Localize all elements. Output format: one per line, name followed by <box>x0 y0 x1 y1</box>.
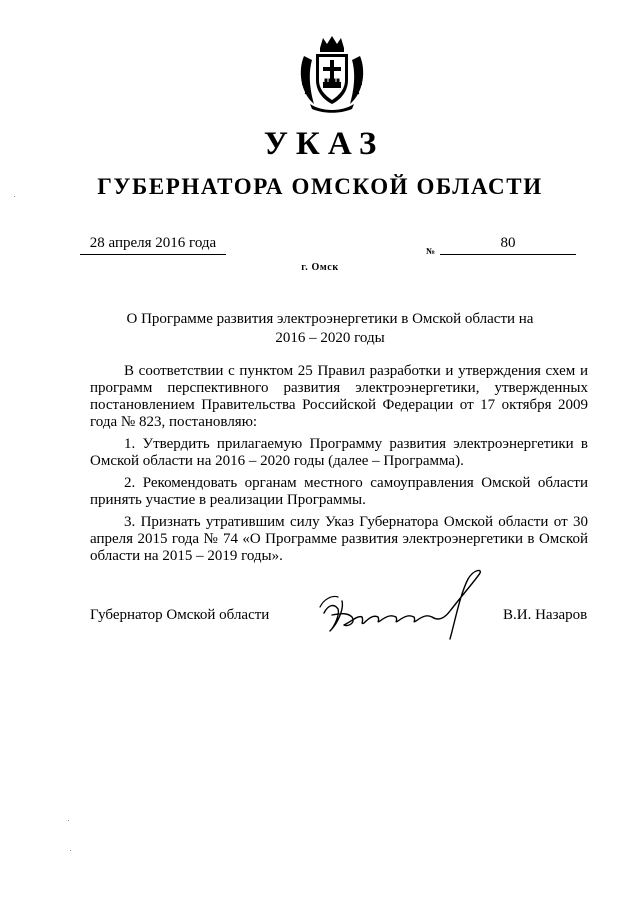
number-sign: № <box>426 246 436 256</box>
city-name: г. Омск <box>301 262 339 273</box>
paragraph-item-2: 2. Рекомендовать органам местного самоуправления Омской области принять участие в реализации Программы. <box>90 475 588 508</box>
heading-line-2: 2016 – 2020 годы <box>275 330 385 346</box>
decree-heading <box>120 310 540 348</box>
scan-speck <box>14 196 15 197</box>
paragraph-preamble: В соответствии с пунктом 25 Правил разработки и утверждения схем и программ перспективного развития электроэнергетики, утвержденных постановлением Правительства Российской Федерации от 17 октября 2009 года № 823, постановляю: <box>90 363 588 430</box>
scan-speck <box>70 850 71 851</box>
paragraph-item-1: 1. Утвердить прилагаемую Программу развития электроэнергетики в Омской области на 2016 – 2020 годы (далее – Программа). <box>90 436 588 469</box>
scan-speck <box>68 820 69 821</box>
paragraph-item-3: 3. Признать утратившим силу Указ Губернатора Омской области от 30 апреля 2015 года № 74 «О Программе развития электроэнергетики в Омской области на 2015 – 2019 годы». <box>90 514 588 564</box>
signatory-name: В.И. Назаров <box>503 607 588 623</box>
signatory-role: Губернатор Омской области <box>90 607 270 623</box>
decree-body <box>90 363 588 570</box>
decree-title: УКАЗ <box>263 126 385 162</box>
decree-number: 80 <box>440 235 576 255</box>
heading-line-1: О Программе развития электроэнергетики в Омской области на <box>126 311 534 327</box>
issuer-title: ГУБЕРНАТОРА ОМСКОЙ ОБЛАСТИ <box>97 174 543 199</box>
coat-of-arms-icon <box>296 34 368 114</box>
handwritten-signature <box>318 565 488 645</box>
decree-date: 28 апреля 2016 года <box>80 235 226 255</box>
